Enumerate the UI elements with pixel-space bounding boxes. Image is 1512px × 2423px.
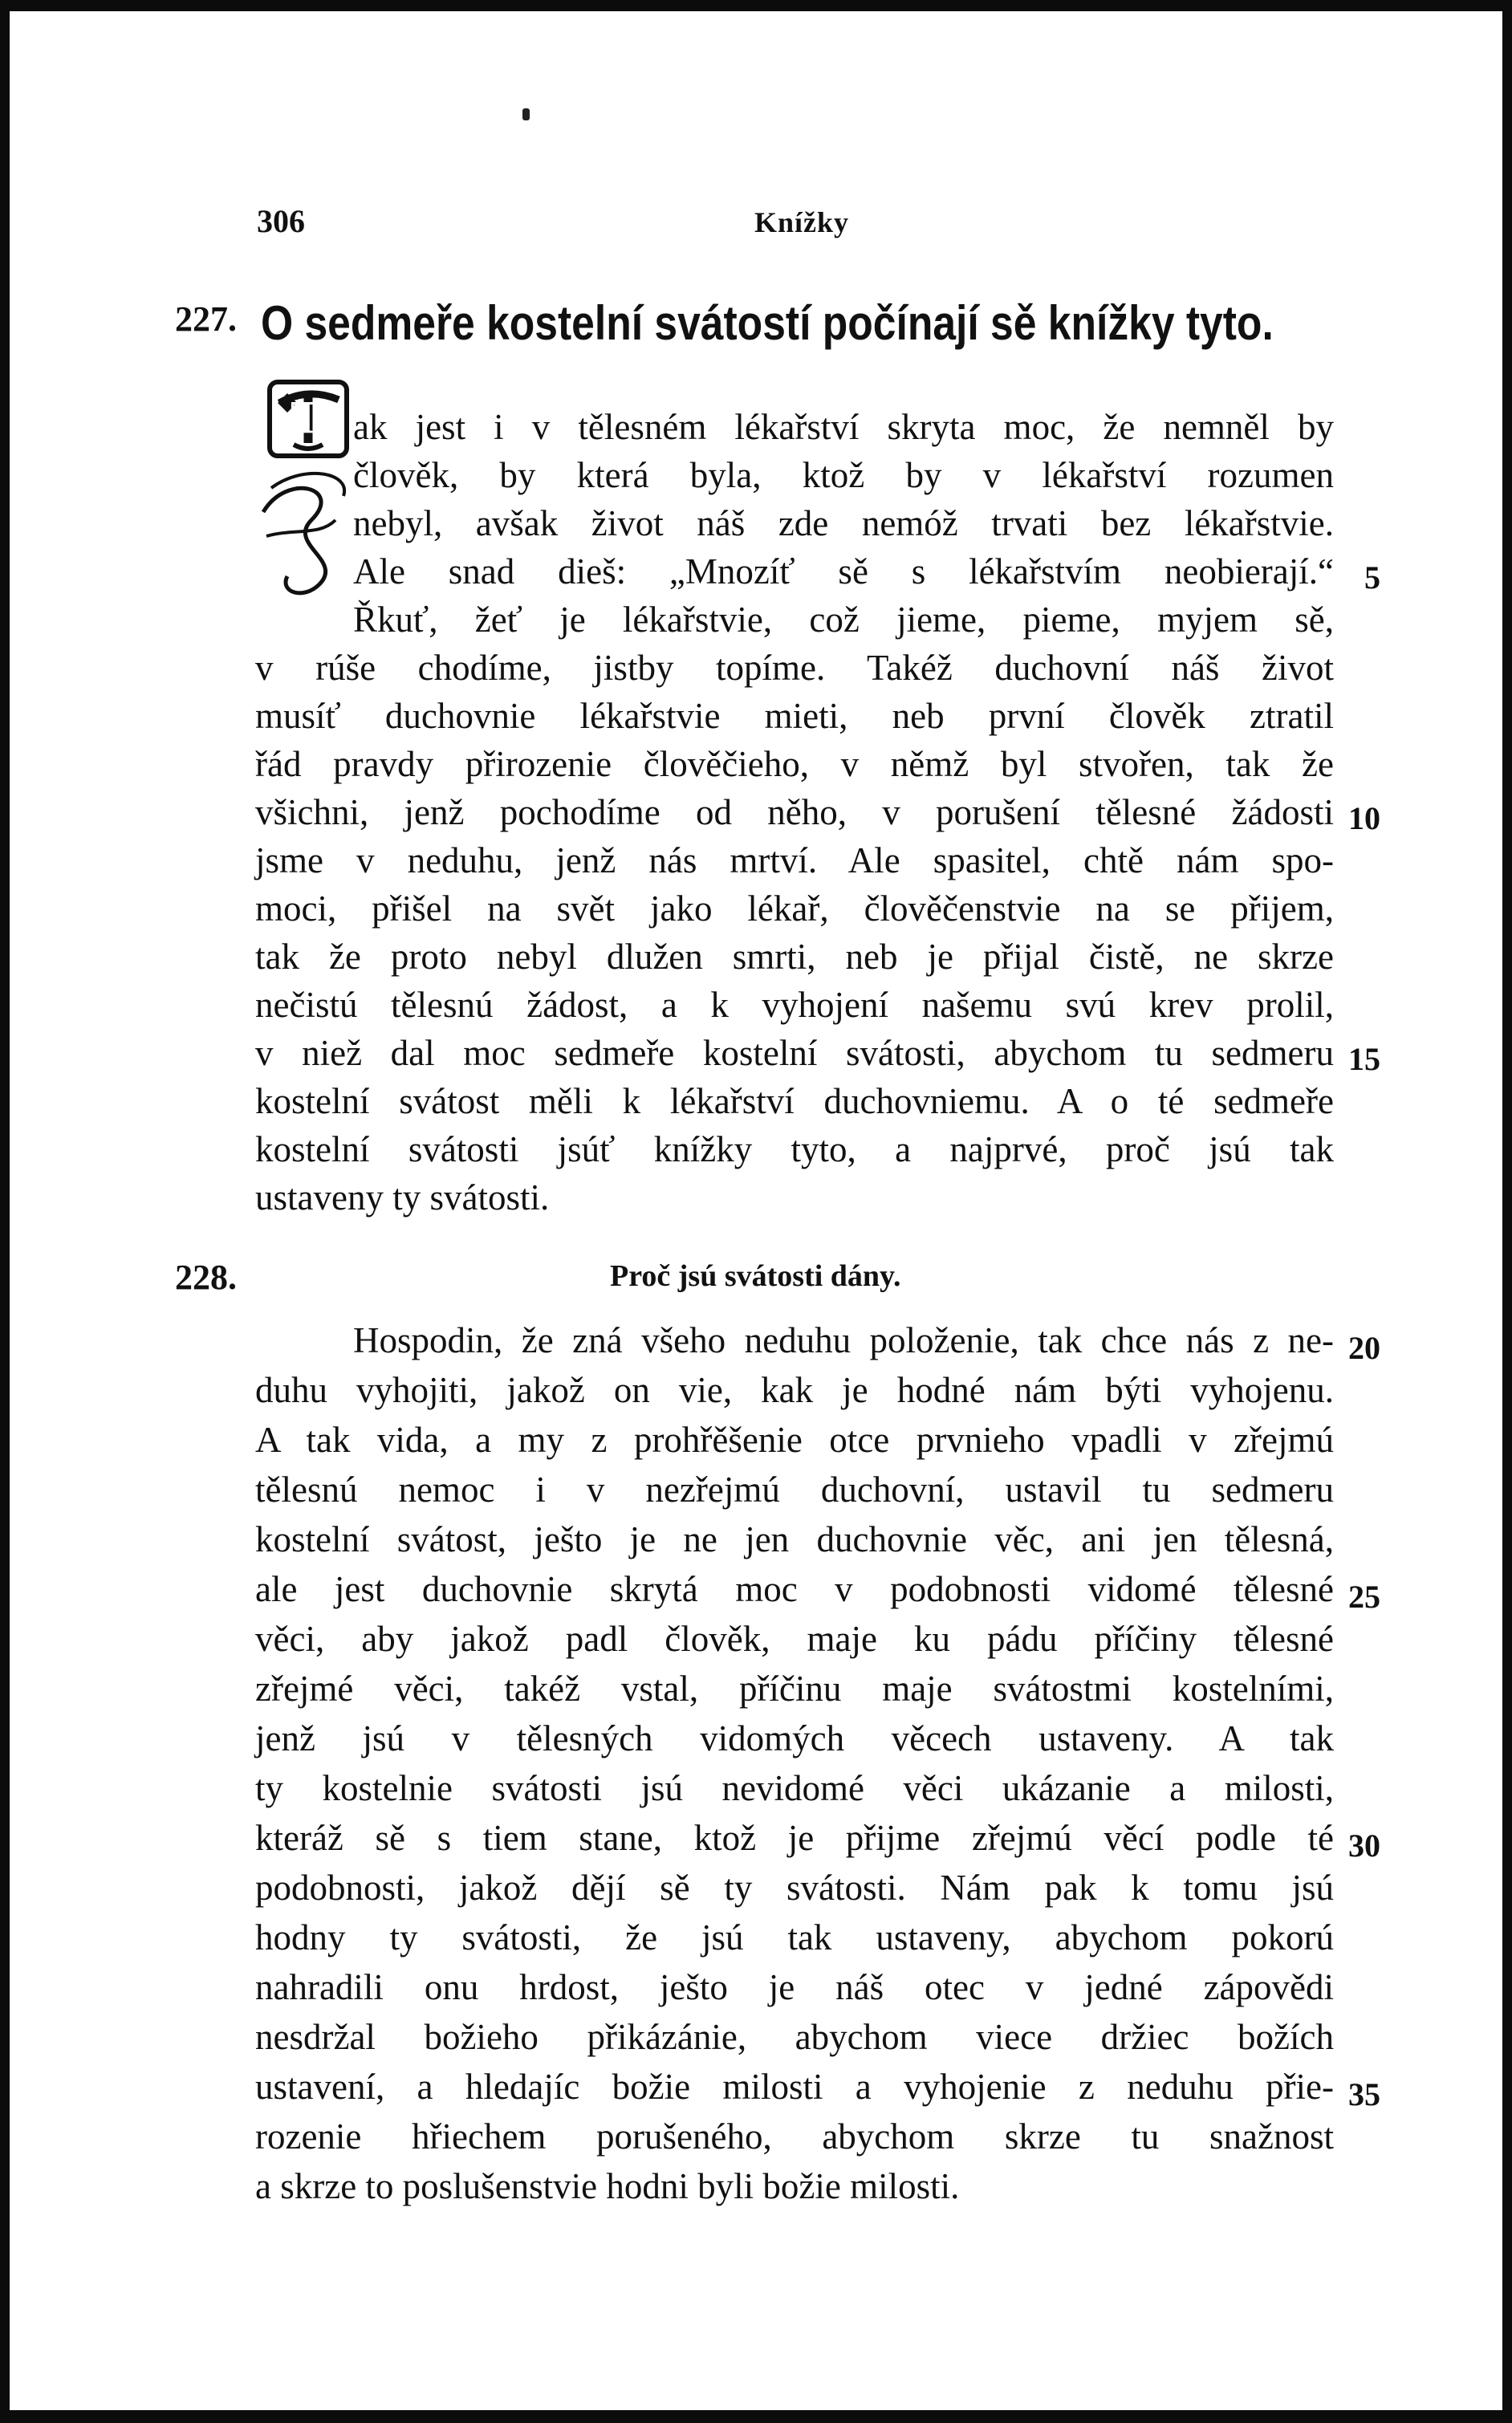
text-line: jsme v neduhu, jenž nás mrtví. Ale spasitel, chtě nám spo- (255, 840, 1334, 880)
text-line: ustavení, a hledajíc božie milosti a vyhojenie z neduhu přie- (255, 2067, 1334, 2107)
text-line: kostelní svátosti jsúť knížky tyto, a najprvé, proč jsú tak (255, 1129, 1334, 1169)
text-line: kteráž sě s tiem stane, ktož je přijme zřejmú věcí podle té (255, 1818, 1334, 1858)
dropcap-letter: T (291, 391, 322, 443)
text-line: Hospodin, že zná všeho neduhu položenie, tak chce nás z ne- (353, 1320, 1334, 1360)
text-line: podobnosti, jakož dějí sě ty svátosti. Nám pak k tomu jsú (255, 1868, 1334, 1908)
text-line: v niež dal moc sedmeře kostelní svátosti, abychom tu sedmeru (255, 1033, 1334, 1073)
section-number-228: 228. (175, 1258, 237, 1297)
page-number: 306 (257, 203, 305, 239)
text-line: věci, aby jakož padl člověk, maje ku pádu příčiny tělesné (255, 1619, 1334, 1659)
text-line: nečistú tělesnú žádost, a k vyhojení našemu svú krev prolil, (255, 985, 1334, 1025)
text-line: řád pravdy přirozenie člověčieho, v němž byl stvořen, tak že (255, 744, 1334, 784)
margin-line-number: 5 (1364, 559, 1380, 596)
text-line: ak jest i v tělesném lékařství skryta moc, že nemněl by (353, 407, 1334, 447)
text-line: nesdržal božieho přikázánie, abychom viece držiec božích (255, 2017, 1334, 2057)
text-line: Řkuť, žeť je lékařstvie, což jieme, pieme, myjem sě, (353, 600, 1334, 640)
margin-line-number: 15 (1348, 1041, 1380, 1077)
text-line: ty kostelnie svátosti jsú nevidomé věci ukázanie a milosti, (255, 1768, 1334, 1808)
text-line: moci, přišel na svět jako lékař, člověčenstvie na se přijem, (255, 888, 1334, 929)
text-line: Ale snad dieš: „Mnozíť sě s lékařstvím neobierají.“ (353, 551, 1334, 592)
text-line: tak že proto nebyl dlužen smrti, neb je přijal čistě, ne skrze (255, 937, 1334, 977)
text-line: rozenie hřiechem porušeného, abychom skrze tu snažnost (255, 2116, 1334, 2157)
text-line: ale jest duchovnie skrytá moc v podobnosti vidomé tělesné (255, 1569, 1334, 1609)
text-line: duhu vyhojiti, jakož on vie, kak je hodné nám býti vyhojenu. (255, 1370, 1334, 1410)
margin-line-number: 10 (1348, 800, 1380, 836)
scan-border-bottom (0, 2410, 1512, 2423)
margin-line-number: 30 (1348, 1827, 1380, 1864)
margin-line-number: 35 (1348, 2076, 1380, 2112)
text-line: člověk, by která byla, ktož by v lékařství rozumen (353, 455, 1334, 495)
scan-border-right (1502, 0, 1512, 2423)
text-line: zřejmé věci, takéž vstal, příčinu maje svátostmi kostelními, (255, 1669, 1334, 1709)
section-number-227: 227. (175, 299, 237, 339)
text-line: hodny ty svátosti, že jsú tak ustaveny, abychom pokorú (255, 1917, 1334, 1958)
margin-line-number: 20 (1348, 1330, 1380, 1366)
text-line: jenž jsú v tělesných vidomých věcech ustaveny. A tak (255, 1718, 1334, 1758)
scan-border-top (0, 0, 1512, 11)
text-line: tělesnú nemoc i v nezřejmú duchovní, ustavil tu sedmeru (255, 1470, 1334, 1510)
margin-line-number: 25 (1348, 1579, 1380, 1615)
text-line: v rúše chodíme, jistby topíme. Takéž duchovní náš život (255, 648, 1334, 688)
text-line: ustaveny ty svátosti. (255, 1177, 550, 1218)
text-line: kostelní svátost, ješto je ne jen duchovnie věc, ani jen tělesná, (255, 1519, 1334, 1559)
text-line: musíť duchovnie lékařstvie mieti, neb první člověk ztratil (255, 696, 1334, 736)
text-line: nebyl, avšak život náš zde nemóž trvati bez lékařstvie. (353, 503, 1334, 543)
running-head (257, 202, 1332, 242)
text-line: A tak vida, a my z prohřěšenie otce prvnieho vpadli v zřejmú (255, 1420, 1334, 1460)
text-line: a skrze to poslušenstvie hodni byli božie milosti. (255, 2166, 960, 2206)
text-line: nahradili onu hrdost, ješto je náš otec v jedné zápovědi (255, 1967, 1334, 2007)
section-heading-227: O sedmeře kostelní svátostí počínají sě knížky tyto. (261, 296, 1274, 350)
ink-speck (522, 108, 530, 120)
running-title: Knížky (754, 206, 850, 238)
text-line: všichni, jenž pochodíme od něho, v porušení tělesné žádosti (255, 792, 1334, 832)
scan-border-left (0, 0, 10, 2423)
section-heading-228: Proč jsú svátosti dány. (610, 1259, 901, 1293)
text-line: kostelní svátost měli k lékařství duchovniemu. A o té sedmeře (255, 1081, 1334, 1121)
